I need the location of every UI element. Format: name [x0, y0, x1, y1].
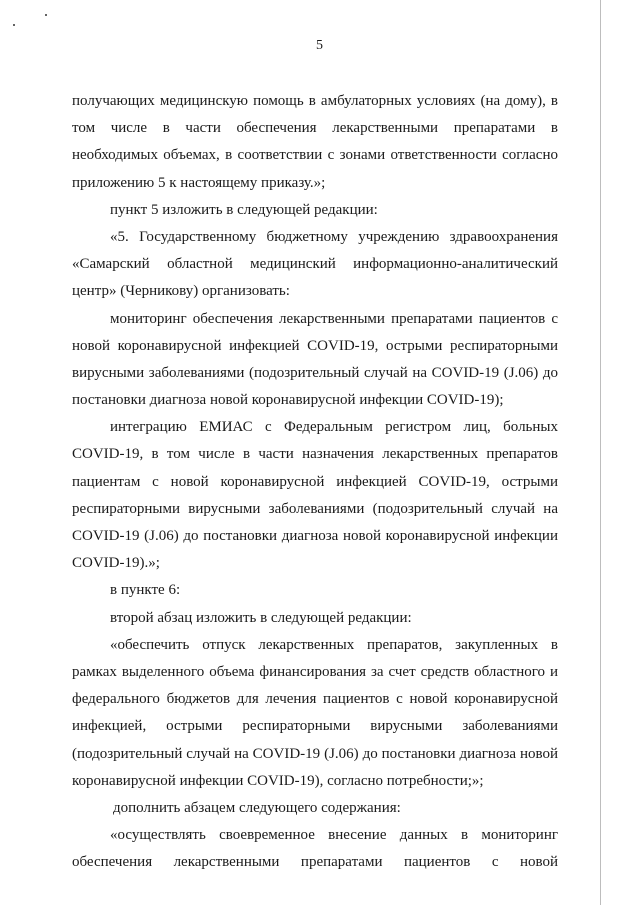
text-line: центр» (Черникову) организовать: — [72, 283, 290, 300]
text-line: (подозрительный случай на COVID-19 (J.06) до постановки диагноза новой — [72, 745, 558, 762]
page-number: 5 — [316, 38, 323, 53]
text-line: инфекцией, острыми респираторными вирусными заболеваниями — [72, 718, 558, 735]
page-edge-line — [600, 0, 601, 905]
text-line: необходимых объемах, в соответствии с зонами ответственности согласно — [72, 147, 558, 164]
text-line: COVID-19, в том числе в части назначения лекарственных препаратов — [72, 446, 558, 463]
document-body — [72, 88, 558, 876]
text-line: «Самарский областной медицинский информационно-аналитический — [72, 256, 558, 273]
text-line: пациентам с новой коронавирусной инфекцией COVID-19, острыми — [72, 473, 558, 490]
text-line: интеграцию ЕМИАС с Федеральным регистром лиц, больных — [110, 419, 558, 436]
text-line: вирусными заболеваниями (подозрительный случай на COVID-19 (J.06) до — [72, 364, 558, 381]
text-line: второй абзац изложить в следующей редакции: — [110, 609, 412, 626]
text-line: мониторинг обеспечения лекарственными препаратами пациентов с — [110, 310, 558, 327]
text-line: «обеспечить отпуск лекарственных препаратов, закупленных в — [110, 636, 558, 653]
text-line: том числе в части обеспечения лекарственными препаратами в — [72, 120, 558, 137]
text-line: COVID-19 (J.06) до постановки диагноза новой коронавирусной инфекции — [72, 528, 558, 544]
text-line: в пункте 6: — [110, 582, 181, 599]
text-line: постановки диагноза новой коронавирусной инфекции COVID-19); — [72, 392, 504, 409]
text-line: дополнить абзацем следующего содержания: — [113, 799, 401, 816]
text-line: COVID-19).»; — [72, 555, 160, 572]
text-line: «осуществлять своевременное внесение данных в мониторинг — [110, 827, 558, 844]
text-line: пункт 5 изложить в следующей редакции: — [110, 201, 378, 218]
text-line: коронавирусной инфекции COVID-19), согласно потребности;»; — [72, 772, 484, 789]
text-line: рамках выделенного объема финансирования за счет средств областного и — [72, 663, 558, 680]
text-line: обеспечения лекарственными препаратами пациентов с новой — [72, 854, 558, 871]
text-line: приложению 5 к настоящему приказу.»; — [72, 174, 326, 191]
text-line: новой коронавирусной инфекцией COVID-19, острыми респираторными — [72, 337, 558, 354]
text-line: получающих медицинскую помощь в амбулаторных условиях (на дому), в — [72, 93, 558, 109]
text-line: «5. Государственному бюджетному учреждению здравоохранения — [110, 228, 558, 245]
scan-speck — [13, 24, 15, 26]
scan-speck — [45, 14, 47, 16]
text-line: федерального бюджетов для лечения пациентов с новой коронавирусной — [72, 691, 558, 708]
text-line: респираторными вирусными заболеваниями (подозрительный случай на — [72, 500, 558, 517]
